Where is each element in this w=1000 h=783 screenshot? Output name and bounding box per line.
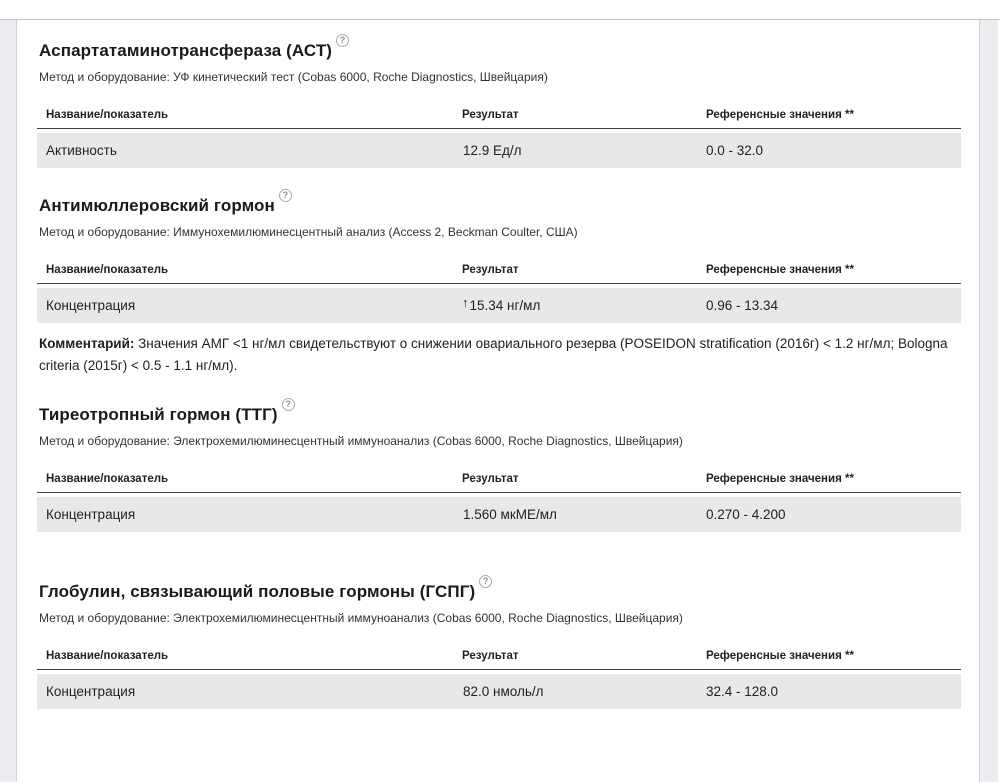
section-title: [39, 190, 961, 216]
row-result: [462, 143, 706, 158]
results-table: [37, 264, 961, 323]
header-reference: Референсные значения **: [706, 264, 854, 276]
section-title-text: Тиреотропный гормон (ТТГ): [39, 405, 278, 424]
table-row: [37, 288, 961, 323]
row-name: Концентрация: [46, 684, 136, 699]
row-reference: 0.96 - 13.34: [706, 298, 779, 313]
results-table: [37, 650, 961, 709]
row-name: Концентрация: [46, 507, 136, 522]
help-icon[interactable]: ?: [282, 398, 295, 411]
header-name: Название/показатель: [46, 109, 169, 121]
header-reference: Референсные значения **: [706, 473, 854, 485]
header-name: Название/показатель: [46, 473, 169, 485]
comment-text: Значения АМГ <1 нг/мл свидетельствуют о снижении овариального резерва (POSEIDON stratification (2016г) < 1.2 нг/мл; Bologna criteria (2015г) < 0.5 - 1.1 нг/мл).: [39, 336, 948, 373]
lab-report-page: [17, 20, 979, 782]
row-result: [462, 507, 706, 522]
row-result-value: 12.9 Ед/л: [463, 143, 522, 158]
table-row: [37, 133, 961, 168]
table-header-row: [37, 473, 961, 493]
table-header-row: [37, 650, 961, 670]
high-value-arrow-icon: ↑: [462, 295, 469, 310]
help-icon[interactable]: ?: [279, 189, 292, 202]
page-top-rule: [0, 0, 1000, 20]
row-result-value: 1.560 мкМЕ/мл: [463, 507, 557, 522]
header-result: Результат: [462, 109, 519, 121]
results-table: [37, 109, 961, 168]
section-title: [39, 399, 961, 425]
row-result-value: 15.34 нг/мл: [469, 298, 541, 313]
row-result-value: 82.0 нмоль/л: [463, 684, 544, 699]
comment-label: Комментарий:: [39, 336, 135, 351]
row-reference: 0.0 - 32.0: [706, 143, 764, 158]
header-result: Результат: [462, 473, 519, 485]
row-name: Активность: [46, 143, 117, 158]
table-row: [37, 674, 961, 709]
method-line: Метод и оборудование: УФ кинетический тест (Cobas 6000, Roche Diagnostics, Швейцария): [39, 70, 548, 84]
right-gutter: [979, 20, 998, 782]
section-tsh: [37, 399, 961, 532]
section-amh: [37, 190, 961, 377]
method-line: Метод и оборудование: Иммунохемилюминесцентный анализ (Access 2, Beckman Coulter, США): [39, 225, 578, 239]
header-name: Название/показатель: [46, 650, 169, 662]
section-title: [39, 35, 961, 61]
row-reference: 32.4 - 128.0: [706, 684, 779, 699]
help-icon[interactable]: ?: [479, 575, 492, 588]
section-title-text: Аспартатаминотрансфераза (АСТ): [39, 41, 333, 60]
table-header-row: [37, 109, 961, 129]
row-name: Концентрация: [46, 298, 136, 313]
document-viewport: [0, 20, 1000, 782]
header-result: Результат: [462, 650, 519, 662]
header-reference: Референсные значения **: [706, 109, 854, 121]
section-shbg: [37, 576, 961, 709]
table-header-row: [37, 264, 961, 284]
method-line: Метод и оборудование: Электрохемилюминесцентный иммуноанализ (Cobas 6000, Roche Diagnostics, Швейцария): [39, 434, 683, 448]
results-table: [37, 473, 961, 532]
row-result: [462, 684, 706, 699]
section-ast: [37, 35, 961, 168]
section-title: [39, 576, 961, 602]
row-result: [462, 295, 706, 313]
help-icon[interactable]: ?: [336, 34, 349, 47]
row-reference: 0.270 - 4.200: [706, 507, 786, 522]
method-line: Метод и оборудование: Электрохемилюминесцентный иммуноанализ (Cobas 6000, Roche Diagnostics, Швейцария): [39, 611, 683, 625]
header-name: Название/показатель: [46, 264, 169, 276]
header-result: Результат: [462, 264, 519, 276]
table-row: [37, 497, 961, 532]
comment-block: [39, 333, 959, 377]
header-reference: Референсные значения **: [706, 650, 854, 662]
left-gutter: [0, 20, 17, 782]
section-title-text: Антимюллеровский гормон: [39, 196, 275, 215]
section-title-text: Глобулин, связывающий половые гормоны (ГСПГ): [39, 582, 476, 601]
